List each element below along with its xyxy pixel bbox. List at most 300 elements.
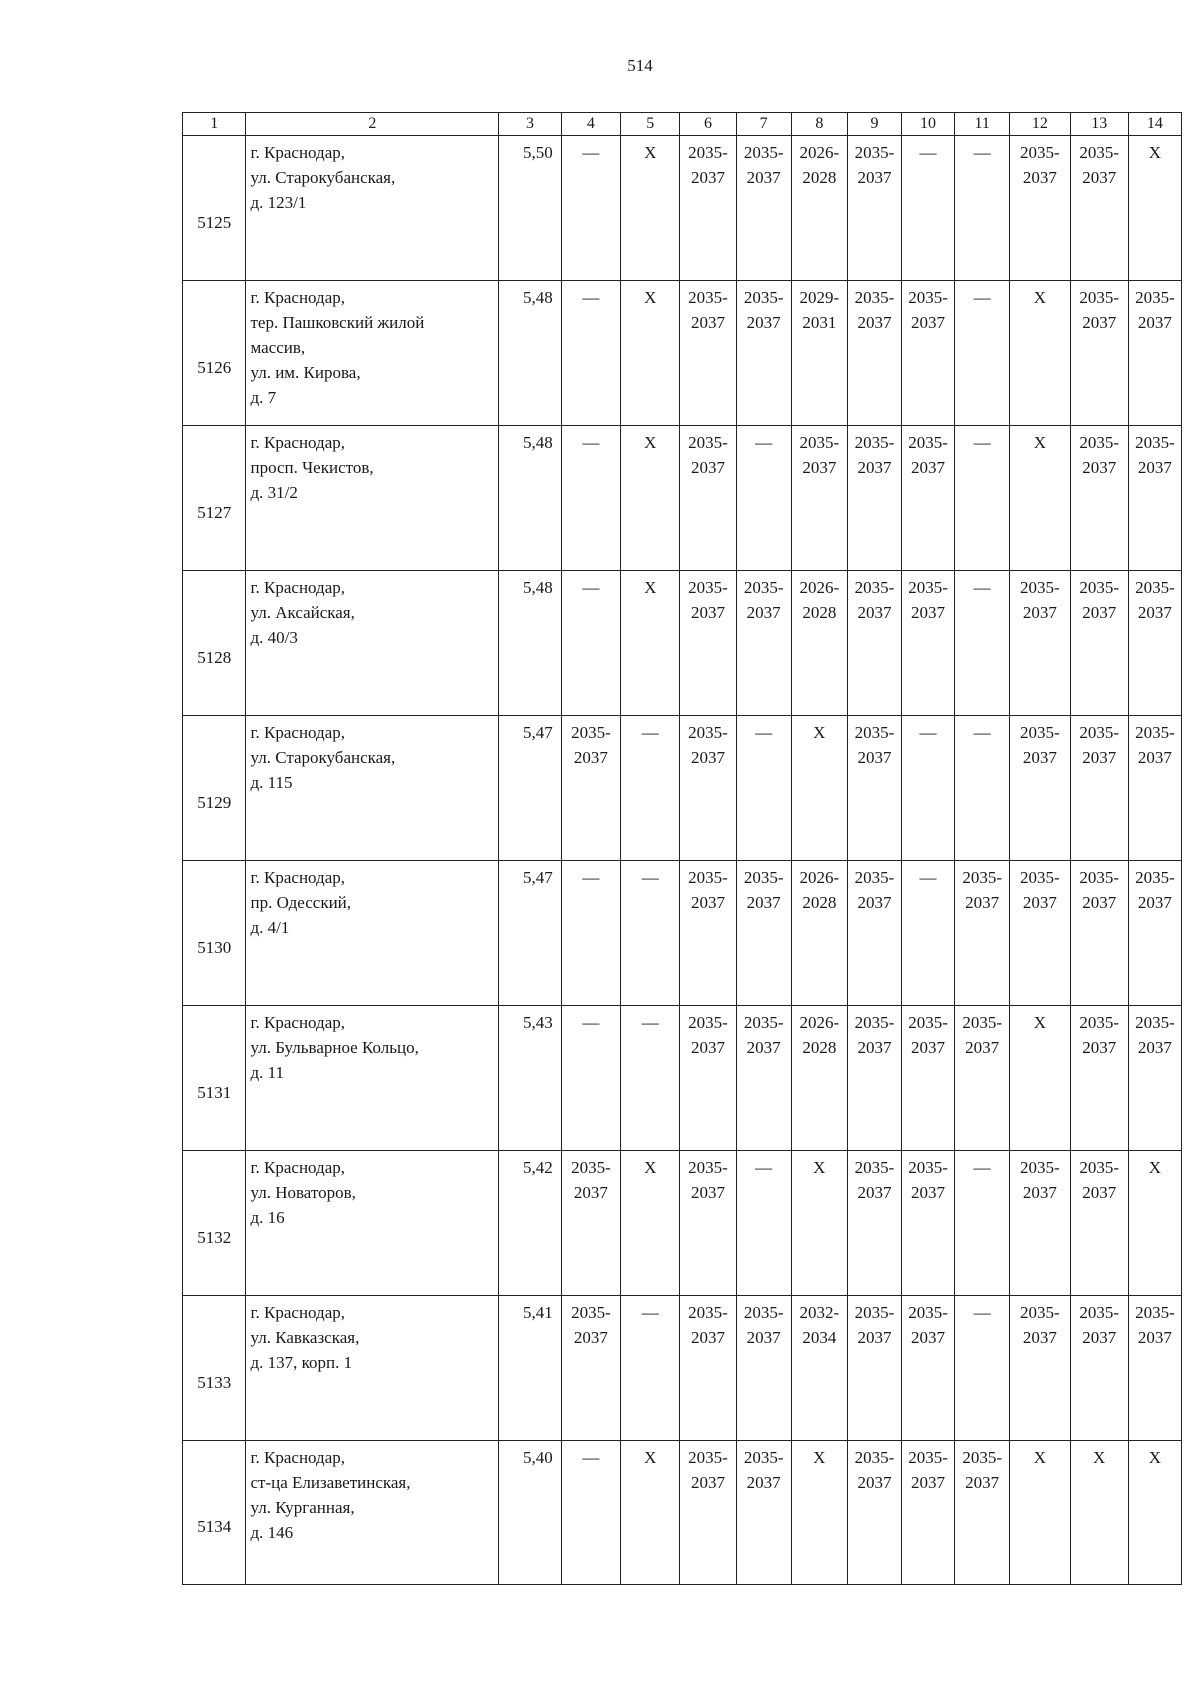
period-cell-col-6	[680, 571, 736, 716]
period-cell-col-8: X	[791, 1151, 847, 1296]
table-row	[183, 571, 1182, 716]
period-cell-col-8	[791, 426, 847, 571]
column-header-6: 6	[680, 113, 736, 136]
period-cell-col-5: —	[621, 716, 680, 861]
period-start: 2035-	[743, 288, 784, 307]
period-start: 2035-	[908, 288, 948, 307]
period-end: 2037	[746, 893, 781, 912]
period-start: 2035-	[908, 1013, 948, 1032]
period-cell-col-10: —	[902, 136, 955, 281]
period-cell-col-14	[1128, 426, 1181, 571]
period-end: 2037	[911, 1038, 946, 1057]
period-cell-col-7	[736, 571, 791, 716]
period-start: 2035-	[854, 1013, 895, 1032]
address-cell	[246, 1441, 499, 1585]
row-number: 5128	[183, 571, 246, 716]
period-start: 2035-	[962, 1013, 1002, 1032]
period-cell-col-9	[847, 1006, 901, 1151]
period-end: 2037	[746, 1473, 781, 1492]
period-end: 2037	[857, 1328, 892, 1347]
table-row	[183, 281, 1182, 426]
period-end: 2037	[1137, 1328, 1172, 1347]
period-end: 2037	[965, 893, 1000, 912]
period-cell-col-10	[902, 1296, 955, 1441]
period-cell-col-14	[1128, 281, 1181, 426]
period-cell-col-7: —	[736, 426, 791, 571]
address-line: д. 123/1	[250, 193, 307, 212]
period-end: 2037	[1082, 1038, 1117, 1057]
period-cell-col-13	[1070, 281, 1128, 426]
table-row	[183, 861, 1182, 1006]
score-cell: 5,40	[499, 1441, 561, 1585]
period-start: 2035-	[908, 1303, 948, 1322]
column-header-14: 14	[1128, 113, 1181, 136]
period-end: 2037	[1082, 168, 1117, 187]
address-line: д. 16	[250, 1208, 285, 1227]
period-cell-col-4: —	[561, 1006, 620, 1151]
period-start: 2035-	[1079, 723, 1120, 742]
period-start: 2035-	[1079, 1158, 1120, 1177]
period-end: 2037	[965, 1038, 1000, 1057]
period-start: 2035-	[854, 1448, 895, 1467]
period-start: 2035-	[743, 1013, 784, 1032]
period-cell-col-7	[736, 1296, 791, 1441]
period-cell-col-4: —	[561, 136, 620, 281]
score-cell: 5,42	[499, 1151, 561, 1296]
column-header-13: 13	[1070, 113, 1128, 136]
period-start: 2035-	[571, 1303, 611, 1322]
period-end: 2037	[857, 748, 892, 767]
address-line: ул. им. Кирова,	[250, 363, 361, 382]
period-start: 2035-	[854, 578, 895, 597]
period-cell-col-7	[736, 1441, 791, 1585]
period-start: 2035-	[962, 1448, 1002, 1467]
row-number: 5133	[183, 1296, 246, 1441]
score-cell: 5,48	[499, 426, 561, 571]
period-end: 2037	[1082, 748, 1117, 767]
score-cell: 5,47	[499, 861, 561, 1006]
period-start: 2035-	[854, 143, 895, 162]
period-cell-col-7	[736, 281, 791, 426]
period-cell-col-12: X	[1010, 1441, 1070, 1585]
period-cell-col-13	[1070, 1296, 1128, 1441]
period-end: 2037	[1137, 1038, 1172, 1057]
period-cell-col-8	[791, 1006, 847, 1151]
row-number: 5134	[183, 1441, 246, 1585]
period-start: 2035-	[1079, 433, 1120, 452]
address-line: д. 11	[250, 1063, 284, 1082]
period-start: 2035-	[688, 1013, 728, 1032]
period-end: 2037	[857, 893, 892, 912]
period-cell-col-6	[680, 1151, 736, 1296]
period-start: 2035-	[743, 578, 784, 597]
period-cell-col-9	[847, 1441, 901, 1585]
row-number: 5131	[183, 1006, 246, 1151]
period-cell-col-9	[847, 861, 901, 1006]
period-cell-col-9	[847, 1151, 901, 1296]
period-cell-col-13	[1070, 136, 1128, 281]
period-start: 2035-	[1079, 868, 1120, 887]
period-cell-col-13: X	[1070, 1441, 1128, 1585]
period-cell-col-9	[847, 1296, 901, 1441]
period-end: 2037	[1022, 168, 1057, 187]
period-start: 2035-	[1020, 1158, 1060, 1177]
period-end: 2037	[911, 1328, 946, 1347]
period-end: 2037	[1082, 313, 1117, 332]
period-cell-col-7: —	[736, 1151, 791, 1296]
period-end: 2037	[911, 1473, 946, 1492]
period-start: 2035-	[1020, 723, 1060, 742]
address-cell	[246, 426, 499, 571]
period-start: 2035-	[1079, 1303, 1120, 1322]
address-cell	[246, 1296, 499, 1441]
period-cell-col-5: —	[621, 1006, 680, 1151]
period-end: 2037	[690, 1038, 725, 1057]
address-line: просп. Чекистов,	[250, 458, 374, 477]
period-cell-col-14	[1128, 1006, 1181, 1151]
address-line: г. Краснодар,	[250, 723, 346, 742]
period-cell-col-13	[1070, 1151, 1128, 1296]
period-cell-col-4	[561, 716, 620, 861]
period-end: 2037	[1082, 458, 1117, 477]
period-start: 2035-	[1135, 1303, 1175, 1322]
period-cell-col-12	[1010, 571, 1070, 716]
period-cell-col-5: X	[621, 1441, 680, 1585]
address-line: г. Краснодар,	[250, 1013, 346, 1032]
period-end: 2037	[1137, 603, 1172, 622]
address-line: г. Краснодар,	[250, 143, 346, 162]
period-end: 2028	[802, 603, 837, 622]
period-cell-col-4	[561, 1296, 620, 1441]
column-header-3: 3	[499, 113, 561, 136]
address-line: ул. Старокубанская,	[250, 168, 396, 187]
period-end: 2037	[690, 1328, 725, 1347]
period-start: 2035-	[688, 868, 728, 887]
period-start: 2032-	[799, 1303, 840, 1322]
register-table	[182, 112, 1182, 1585]
period-start: 2035-	[1135, 433, 1175, 452]
period-start: 2035-	[688, 1448, 728, 1467]
period-start: 2035-	[1020, 868, 1060, 887]
period-start: 2035-	[1020, 1303, 1060, 1322]
period-cell-col-4: —	[561, 861, 620, 1006]
period-start: 2035-	[688, 1303, 728, 1322]
page-number: 514	[627, 56, 653, 75]
address-cell	[246, 281, 499, 426]
period-start: 2035-	[1020, 143, 1060, 162]
row-number: 5130	[183, 861, 246, 1006]
period-end: 2037	[746, 313, 781, 332]
period-start: 2035-	[1135, 1013, 1175, 1032]
period-cell-col-10: —	[902, 861, 955, 1006]
period-cell-col-9	[847, 571, 901, 716]
table-row	[183, 136, 1182, 281]
period-start: 2035-	[743, 868, 784, 887]
period-cell-col-6	[680, 281, 736, 426]
table-row	[183, 1006, 1182, 1151]
column-header-8: 8	[791, 113, 847, 136]
period-end: 2031	[802, 313, 837, 332]
period-cell-col-8	[791, 1296, 847, 1441]
period-cell-col-10	[902, 571, 955, 716]
address-cell	[246, 571, 499, 716]
period-start: 2035-	[1135, 578, 1175, 597]
period-end: 2037	[802, 458, 837, 477]
period-start: 2035-	[1135, 723, 1175, 742]
score-cell: 5,47	[499, 716, 561, 861]
score-cell: 5,41	[499, 1296, 561, 1441]
period-start: 2035-	[1135, 288, 1175, 307]
period-start: 2035-	[688, 433, 728, 452]
period-start: 2035-	[908, 578, 948, 597]
row-number: 5129	[183, 716, 246, 861]
period-cell-col-10	[902, 1006, 955, 1151]
period-start: 2035-	[1135, 868, 1175, 887]
period-end: 2037	[1022, 603, 1057, 622]
period-cell-col-13	[1070, 1006, 1128, 1151]
table-row	[183, 1151, 1182, 1296]
period-cell-col-6	[680, 426, 736, 571]
address-line: массив,	[250, 338, 306, 357]
address-line: г. Краснодар,	[250, 1448, 346, 1467]
period-cell-col-5: X	[621, 1151, 680, 1296]
period-cell-col-6	[680, 1296, 736, 1441]
period-start: 2035-	[743, 1303, 784, 1322]
period-end: 2037	[690, 603, 725, 622]
period-end: 2037	[690, 458, 725, 477]
period-cell-col-7	[736, 1006, 791, 1151]
address-line: ст-ца Елизаветинская,	[250, 1473, 411, 1492]
address-line: тер. Пашковский жилой	[250, 313, 425, 332]
table-header	[183, 113, 1182, 136]
score-cell: 5,43	[499, 1006, 561, 1151]
period-cell-col-13	[1070, 571, 1128, 716]
period-cell-col-8	[791, 861, 847, 1006]
period-end: 2037	[911, 603, 946, 622]
address-cell	[246, 1151, 499, 1296]
period-end: 2037	[690, 1473, 725, 1492]
address-line: г. Краснодар,	[250, 1158, 346, 1177]
period-cell-col-4: —	[561, 571, 620, 716]
period-end: 2037	[857, 313, 892, 332]
period-start: 2035-	[688, 723, 728, 742]
period-cell-col-11: —	[955, 1151, 1010, 1296]
period-cell-col-14	[1128, 861, 1181, 1006]
period-end: 2037	[690, 313, 725, 332]
period-start: 2035-	[962, 868, 1002, 887]
period-cell-col-10	[902, 426, 955, 571]
period-start: 2026-	[799, 143, 840, 162]
period-end: 2037	[911, 458, 946, 477]
table-body	[183, 136, 1182, 1585]
address-line: г. Краснодар,	[250, 578, 346, 597]
address-line: д. 146	[250, 1523, 294, 1542]
period-end: 2028	[802, 893, 837, 912]
period-end: 2037	[911, 313, 946, 332]
period-start: 2026-	[799, 1013, 840, 1032]
period-cell-col-11: —	[955, 426, 1010, 571]
period-cell-col-12	[1010, 716, 1070, 861]
address-line: г. Краснодар,	[250, 1303, 346, 1322]
period-cell-col-7	[736, 136, 791, 281]
period-end: 2037	[1137, 748, 1172, 767]
address-line: пр. Одесский,	[250, 893, 352, 912]
column-header-5: 5	[621, 113, 680, 136]
period-start: 2035-	[743, 1448, 784, 1467]
period-end: 2037	[1022, 893, 1057, 912]
table-row	[183, 1296, 1182, 1441]
period-cell-col-6	[680, 136, 736, 281]
address-line: д. 4/1	[250, 918, 290, 937]
column-header-10: 10	[902, 113, 955, 136]
period-cell-col-11: —	[955, 716, 1010, 861]
period-end: 2037	[857, 1038, 892, 1057]
row-number: 5125	[183, 136, 246, 281]
period-end: 2037	[1137, 313, 1172, 332]
period-end: 2037	[690, 168, 725, 187]
period-cell-col-8: X	[791, 716, 847, 861]
score-cell: 5,50	[499, 136, 561, 281]
period-cell-col-5: —	[621, 1296, 680, 1441]
table-row	[183, 426, 1182, 571]
period-start: 2035-	[1079, 143, 1120, 162]
period-start: 2035-	[1020, 578, 1060, 597]
period-end: 2037	[1022, 1183, 1057, 1202]
period-start: 2029-	[799, 288, 840, 307]
column-header-2: 2	[246, 113, 499, 136]
period-end: 2037	[690, 1183, 725, 1202]
period-cell-col-10	[902, 281, 955, 426]
period-cell-col-6	[680, 861, 736, 1006]
period-end: 2037	[857, 603, 892, 622]
period-cell-col-14	[1128, 571, 1181, 716]
period-end: 2037	[1022, 1328, 1057, 1347]
period-end: 2037	[573, 748, 608, 767]
period-cell-col-12	[1010, 1296, 1070, 1441]
period-start: 2035-	[908, 1158, 948, 1177]
period-cell-col-9	[847, 281, 901, 426]
period-cell-col-14: X	[1128, 1151, 1181, 1296]
address-line: ул. Новаторов,	[250, 1183, 356, 1202]
table-row	[183, 716, 1182, 861]
period-cell-col-14	[1128, 1296, 1181, 1441]
period-end: 2028	[802, 1038, 837, 1057]
table-row	[183, 1441, 1182, 1585]
period-end: 2037	[857, 1183, 892, 1202]
period-end: 2037	[746, 168, 781, 187]
period-cell-col-13	[1070, 426, 1128, 571]
period-cell-col-9	[847, 136, 901, 281]
period-cell-col-12	[1010, 136, 1070, 281]
period-cell-col-4: —	[561, 1441, 620, 1585]
period-end: 2037	[857, 458, 892, 477]
period-cell-col-6	[680, 1441, 736, 1585]
period-start: 2035-	[854, 723, 895, 742]
address-line: д. 7	[250, 388, 277, 407]
address-line: д. 115	[250, 773, 293, 792]
period-cell-col-8	[791, 136, 847, 281]
period-cell-col-8	[791, 571, 847, 716]
address-line: г. Краснодар,	[250, 868, 346, 887]
period-cell-col-5: X	[621, 426, 680, 571]
period-cell-col-10: —	[902, 716, 955, 861]
period-end: 2037	[746, 603, 781, 622]
period-cell-col-6	[680, 1006, 736, 1151]
column-header-9: 9	[847, 113, 901, 136]
period-end: 2037	[573, 1183, 608, 1202]
period-start: 2035-	[688, 1158, 728, 1177]
period-cell-col-4: —	[561, 281, 620, 426]
period-cell-col-13	[1070, 861, 1128, 1006]
address-line: ул. Аксайская,	[250, 603, 355, 622]
period-end: 2037	[1137, 893, 1172, 912]
period-start: 2035-	[854, 1158, 895, 1177]
period-cell-col-14: X	[1128, 136, 1181, 281]
address-cell	[246, 1006, 499, 1151]
score-cell: 5,48	[499, 281, 561, 426]
period-start: 2035-	[1079, 578, 1120, 597]
period-cell-col-12	[1010, 861, 1070, 1006]
period-start: 2035-	[571, 723, 611, 742]
column-header-7: 7	[736, 113, 791, 136]
period-end: 2037	[1082, 603, 1117, 622]
address-line: ул. Бульварное Кольцо,	[250, 1038, 419, 1057]
period-start: 2035-	[908, 433, 948, 452]
period-cell-col-7	[736, 861, 791, 1006]
address-line: д. 31/2	[250, 483, 298, 502]
period-start: 2035-	[854, 288, 895, 307]
period-start: 2035-	[854, 1303, 895, 1322]
period-cell-col-4	[561, 1151, 620, 1296]
period-start: 2035-	[688, 288, 728, 307]
period-start: 2035-	[688, 578, 728, 597]
address-cell	[246, 136, 499, 281]
address-line: ул. Старокубанская,	[250, 748, 396, 767]
period-cell-col-11: —	[955, 1296, 1010, 1441]
period-start: 2035-	[688, 143, 728, 162]
period-start: 2035-	[908, 1448, 948, 1467]
period-cell-col-7: —	[736, 716, 791, 861]
period-start: 2026-	[799, 578, 840, 597]
address-line: г. Краснодар,	[250, 433, 346, 452]
period-cell-col-8	[791, 281, 847, 426]
column-header-12: 12	[1010, 113, 1070, 136]
period-end: 2037	[911, 1183, 946, 1202]
row-number: 5126	[183, 281, 246, 426]
score-cell: 5,48	[499, 571, 561, 716]
period-cell-col-5: —	[621, 861, 680, 1006]
period-cell-col-11	[955, 861, 1010, 1006]
period-cell-col-5: X	[621, 136, 680, 281]
column-header-11: 11	[955, 113, 1010, 136]
period-cell-col-9	[847, 716, 901, 861]
period-end: 2037	[1082, 893, 1117, 912]
period-cell-col-6	[680, 716, 736, 861]
period-cell-col-10	[902, 1441, 955, 1585]
period-cell-col-9	[847, 426, 901, 571]
period-cell-col-12	[1010, 1151, 1070, 1296]
period-end: 2037	[965, 1473, 1000, 1492]
period-cell-col-11	[955, 1006, 1010, 1151]
period-cell-col-14: X	[1128, 1441, 1181, 1585]
period-end: 2037	[1082, 1183, 1117, 1202]
address-cell	[246, 861, 499, 1006]
address-line: г. Краснодар,	[250, 288, 346, 307]
column-header-1: 1	[183, 113, 246, 136]
period-start: 2035-	[743, 143, 784, 162]
period-start: 2035-	[571, 1158, 611, 1177]
period-cell-col-4: —	[561, 426, 620, 571]
